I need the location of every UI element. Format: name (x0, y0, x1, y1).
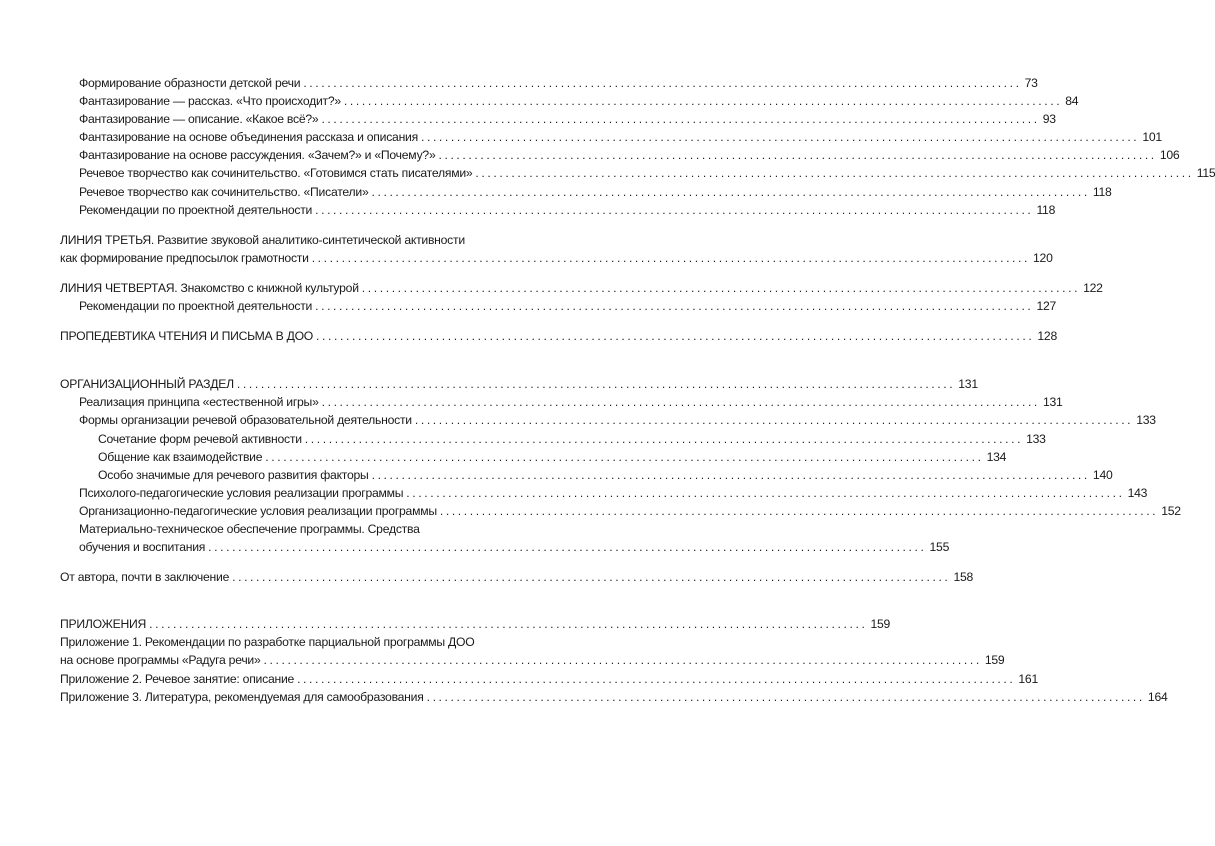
toc-entry (60, 484, 1148, 502)
toc-entry-title: ОРГАНИЗАЦИОННЫЙ РАЗДЕЛ (60, 377, 234, 392)
toc-entry-page: 84 (1065, 94, 1079, 109)
toc-entry (60, 201, 1056, 219)
toc-entry-page: 128 (1037, 329, 1057, 344)
toc-entry (60, 183, 1112, 201)
dot-leader: ........................................................................................................................ (208, 540, 927, 555)
toc-entry-title: Речевое творчество как сочинительство. «Писатели» (79, 184, 369, 199)
toc-entry-title: Формирование образности детской речи (79, 76, 301, 90)
toc-entry-page: 118 (1036, 202, 1056, 217)
toc-group-line-three (60, 231, 1053, 267)
toc-entry-page: 164 (1147, 689, 1168, 704)
dot-leader: ........................................................................................................................ (321, 112, 1040, 127)
toc-entry (60, 110, 1056, 128)
toc-entry-title: Фантазирование — рассказ. «Что происходит?» (79, 94, 341, 109)
dot-leader: ........................................................................................................................ (414, 413, 1134, 428)
toc-group-propedeutics (60, 327, 1057, 345)
dot-leader: ........................................................................................................................ (321, 395, 1040, 410)
toc-entry-title: ПРОПЕДЕВТИКА ЧТЕНИЯ И ПИСЬМА В ДОО (60, 329, 314, 344)
toc-entry-page: 120 (1033, 250, 1053, 265)
dot-leader: ........................................................................................................................ (315, 299, 1034, 314)
toc-entry-title: Сочетание форм речевой активности (98, 431, 302, 446)
toc-entry (60, 568, 974, 586)
dot-leader: ........................................................................................................................ (232, 570, 951, 585)
toc-entry (60, 670, 1038, 688)
toc-entry-page: 131 (958, 377, 978, 392)
toc-entry-page: 159 (870, 617, 891, 632)
dot-leader: ........................................................................................................................ (149, 617, 868, 632)
toc-entry-page: 115 (1196, 166, 1215, 181)
toc-entry-title-line: Приложение 1. Рекомендации по разработке парциальной программы ДОО (60, 635, 475, 650)
toc-entry-page: 158 (953, 570, 974, 585)
toc-entry-title: ЛИНИЯ ЧЕТВЕРТАЯ. Знакомство с книжной культурой (60, 280, 359, 295)
toc-entry-page: 140 (1092, 467, 1113, 482)
toc-entry-page: 133 (1026, 431, 1046, 446)
toc-entry (60, 448, 1007, 466)
toc-entry-title: Рекомендации по проектной деятельности (79, 299, 313, 314)
toc-entry (60, 430, 1046, 448)
toc-entry (60, 502, 1181, 520)
toc-entry (60, 92, 1079, 110)
toc-entry-title: Рекомендации по проектной деятельности (79, 202, 313, 217)
toc-group-appendices (60, 615, 1168, 705)
toc-entry-title: как формирование предпосылок грамотности (60, 250, 309, 265)
toc-entry-title: Фантазирование на основе объединения рассказа и описания (79, 130, 418, 145)
toc-entry (60, 375, 978, 393)
dot-leader: ........................................................................................................................ (343, 94, 1063, 109)
dot-leader: ........................................................................................................................ (371, 467, 1090, 482)
toc-entry-page: 106 (1159, 148, 1180, 163)
dot-leader: ........................................................................................................................ (315, 202, 1034, 217)
toc-entry (60, 249, 1053, 267)
toc-entry-title: Фантазирование — описание. «Какое всё?» (79, 112, 319, 127)
toc-entry (60, 393, 1063, 411)
toc-group-line-two (60, 74, 1215, 219)
toc-entry-page: 131 (1042, 395, 1063, 410)
toc-entry-page: 161 (1018, 671, 1038, 686)
toc-entry (60, 411, 1156, 429)
toc-entry-title: Общение как взаимодействие (98, 449, 263, 464)
toc-entry-title: Формы организации речевой образовательной деятельности (79, 413, 412, 428)
toc-group-author (60, 568, 974, 586)
toc-entry (60, 146, 1180, 164)
toc-entry (60, 128, 1162, 146)
toc-entry-title: Фантазирование на основе рассуждения. «Зачем?» и «Почему?» (79, 148, 436, 163)
toc-entry-page: 118 (1092, 184, 1112, 199)
dot-leader: ........................................................................................................................ (297, 671, 1016, 686)
dot-leader: ........................................................................................................................ (439, 503, 1159, 518)
dot-leader: ........................................................................................................................ (316, 329, 1035, 344)
dot-leader: ........................................................................................................................ (475, 166, 1194, 181)
toc-entry-page: 159 (984, 653, 1005, 668)
toc-entry (60, 688, 1168, 706)
toc-entry-page: 93 (1042, 112, 1056, 127)
toc-entry (60, 615, 891, 633)
toc-entry (60, 466, 1113, 484)
toc-entry-page: 101 (1142, 130, 1162, 145)
toc-entry-page: 155 (929, 540, 950, 555)
toc-group-line-four (60, 279, 1103, 315)
toc-entry-title: ПРИЛОЖЕНИЯ (60, 617, 147, 632)
toc-entry-title: Приложение 2. Речевое занятие: описание (60, 671, 295, 686)
dot-leader: ........................................................................................................................ (406, 485, 1125, 500)
dot-leader: ........................................................................................................................ (420, 130, 1140, 145)
toc-entry-page: 122 (1083, 280, 1103, 295)
toc-entry-page: 127 (1036, 299, 1057, 314)
toc-entry (60, 327, 1057, 345)
toc-entry-title-line: ЛИНИЯ ТРЕТЬЯ. Развитие звуковой аналитико-синтетической активности (60, 232, 465, 247)
dot-leader: ........................................................................................................................ (426, 689, 1145, 704)
dot-leader: ........................................................................................................................ (438, 148, 1157, 163)
dot-leader: ........................................................................................................................ (304, 431, 1024, 446)
toc-entry-title: Организационно-педагогические условия реализации программы (79, 503, 437, 518)
toc-entry-page: 134 (986, 449, 1007, 464)
toc-entry (60, 538, 950, 556)
toc-entry-title: обучения и воспитания (79, 540, 206, 555)
dot-leader: ........................................................................................................................ (303, 76, 1022, 90)
toc-entry (60, 651, 1005, 669)
toc-entry (60, 164, 1215, 182)
toc-entry-title: Реализация принципа «естественной игры» (79, 395, 319, 410)
dot-leader: ........................................................................................................................ (263, 653, 982, 668)
toc-entry-title: Речевое творчество как сочинительство. «Готовимся стать писателями» (79, 166, 473, 181)
toc-entry-page: 73 (1024, 76, 1038, 90)
toc-entry-title: Психолого-педагогические условия реализации программы (79, 485, 404, 500)
dot-leader: ........................................................................................................................ (371, 184, 1090, 199)
toc-entry-title-line: Материально-техническое обеспечение программы. Средства (79, 521, 420, 536)
dot-leader: ........................................................................................................................ (311, 250, 1031, 265)
toc-entry (60, 279, 1103, 297)
toc-entry-title: От автора, почти в заключение (60, 570, 230, 585)
toc-entry-page: 152 (1161, 503, 1181, 518)
dot-leader: ........................................................................................................................ (236, 377, 956, 392)
toc-group-organizational (60, 375, 1181, 556)
toc-entry-title: Особо значимые для речевого развития факторы (98, 467, 369, 482)
table-of-contents (60, 74, 1215, 706)
toc-entry (60, 297, 1057, 315)
toc-entry-page: 133 (1136, 413, 1156, 428)
toc-entry (60, 74, 1038, 92)
toc-entry-page: 143 (1127, 485, 1148, 500)
toc-entry-title: на основе программы «Радуга речи» (60, 653, 261, 668)
dot-leader: ........................................................................................................................ (361, 280, 1081, 295)
dot-leader: ........................................................................................................................ (265, 449, 984, 464)
toc-entry-title: Приложение 3. Литература, рекомендуемая для самообразования (60, 689, 424, 704)
